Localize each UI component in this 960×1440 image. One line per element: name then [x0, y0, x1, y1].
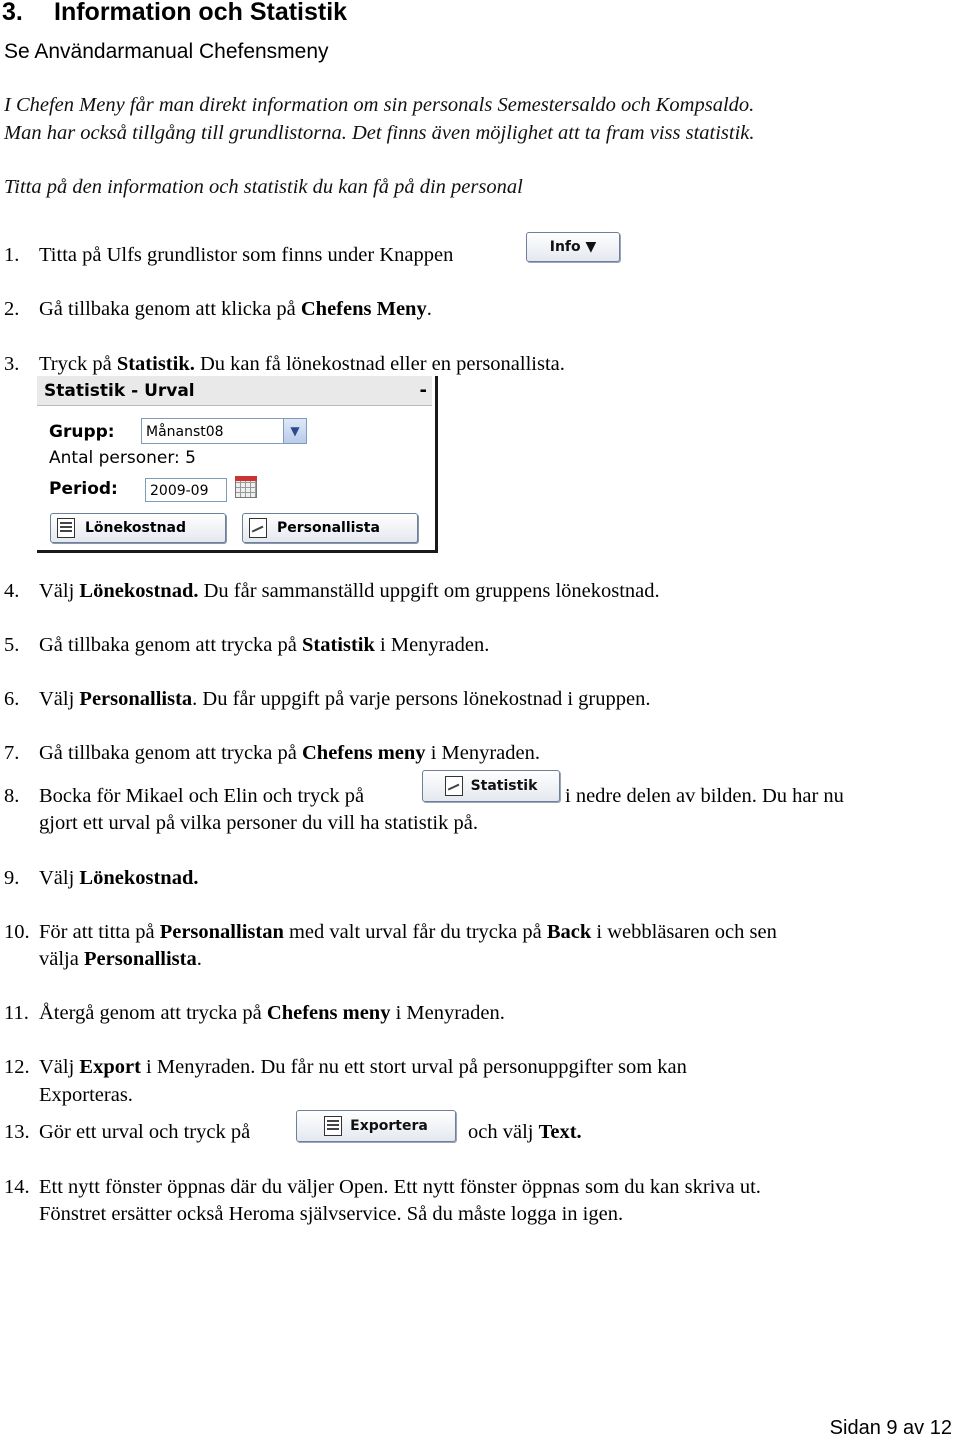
- step-number: 8.: [4, 785, 20, 807]
- intro-line-1: I Chefen Meny får man direkt information om sin personals Semestersaldo och Kompsaldo.: [4, 94, 755, 116]
- step-bold: Chefens meny: [266, 1002, 391, 1024]
- step-text: Gå tillbaka genom att trycka på: [39, 742, 302, 764]
- step-text: välja: [39, 948, 84, 970]
- step-10-continued: [39, 948, 202, 971]
- step-text: Välj: [39, 580, 80, 602]
- step-text: Välj: [39, 1056, 80, 1078]
- step-text-end: i Menyraden. Du får nu ett stort urval på personuppgifter som kan: [140, 1056, 687, 1078]
- info-button-label: Info ▼: [549, 239, 597, 255]
- step-text-end: Du får sammanställd uppgift om gruppens lönekostnad.: [198, 580, 660, 602]
- antal-personer-label: Antal personer: 5: [49, 448, 196, 468]
- info-button[interactable]: [526, 232, 620, 262]
- step-11: [4, 1002, 505, 1025]
- step-9: [4, 867, 198, 890]
- step-number: 6.: [4, 688, 20, 710]
- subheading: Se Användarmanual Chefensmeny: [4, 40, 329, 63]
- statistik-urval-panel: [37, 376, 438, 553]
- step-bold: Statistik.: [116, 353, 195, 375]
- step-3: [4, 353, 565, 376]
- personallista-button[interactable]: [242, 513, 418, 543]
- step-13: [4, 1121, 250, 1144]
- step-text: Välj: [39, 688, 80, 710]
- statistik-button[interactable]: [422, 770, 560, 802]
- step-8: [4, 785, 364, 808]
- lonekostnad-button-label: Lönekostnad: [85, 520, 187, 536]
- step-5: [4, 634, 489, 657]
- section-number: 3.: [2, 0, 23, 26]
- step-text-end: .: [196, 948, 202, 970]
- step-bold: Chefens Meny: [300, 298, 427, 320]
- step-text-end: i Menyraden.: [390, 1002, 505, 1024]
- step-bold: Lönekostnad.: [79, 867, 199, 889]
- step-bold: Chefens meny: [302, 742, 426, 764]
- step-text-end: i webbläsaren och sen: [591, 921, 777, 943]
- step-12: [4, 1056, 687, 1079]
- chevron-down-icon[interactable]: ▼: [283, 419, 306, 443]
- grupp-select-value: Månanst08: [146, 424, 224, 440]
- period-label: Period:: [49, 479, 118, 499]
- period-input[interactable]: 2009-09: [145, 478, 227, 502]
- personallista-button-label: Personallista: [277, 520, 380, 536]
- intro-line-3: Titta på den information och statistik du kan få på din personal: [4, 176, 523, 198]
- report-icon: [324, 1116, 342, 1136]
- step-text: Tryck på: [39, 353, 117, 375]
- step-number: 1.: [4, 244, 20, 266]
- step-8-continued: gjort ett urval på vilka personer du vill ha statistik på.: [39, 812, 478, 834]
- lonekostnad-button[interactable]: [50, 513, 226, 543]
- minimize-icon[interactable]: -: [419, 380, 427, 401]
- step-number: 4.: [4, 580, 20, 602]
- step-7: [4, 742, 540, 765]
- section-heading: [2, 0, 347, 27]
- step-14: [4, 1176, 761, 1199]
- step-bold: Export: [79, 1056, 141, 1078]
- panel-title: Statistik - Urval: [37, 376, 432, 406]
- statistik-button-label: Statistik: [470, 778, 538, 794]
- step-number: 9.: [4, 867, 20, 889]
- step-number: 10.: [4, 921, 30, 943]
- step-text-mid: med valt urval får du trycka på: [283, 921, 547, 943]
- step-bold: Personallistan: [159, 921, 284, 943]
- step-14-continued: Fönstret ersätter också Heroma självservice. Så du måste logga in igen.: [39, 1203, 624, 1225]
- step-number: 5.: [4, 634, 20, 656]
- step-text: Bocka för Mikael och Elin och tryck på: [39, 785, 365, 807]
- exportera-button-label: Exportera: [350, 1118, 428, 1134]
- step-text-end: i Menyraden.: [374, 634, 490, 656]
- step-number: 7.: [4, 742, 20, 764]
- step-text: och välj: [468, 1121, 539, 1143]
- step-1: [4, 244, 453, 267]
- step-8-tail: i nedre delen av bilden. Du har nu: [565, 785, 844, 807]
- step-2: [4, 298, 432, 321]
- step-text: Gå tillbaka genom att trycka på: [39, 634, 302, 656]
- step-bold: Personallista: [83, 948, 197, 970]
- step-12-continued: Exporteras.: [39, 1084, 133, 1106]
- step-text-end: . Du får uppgift på varje persons lönekostnad i gruppen.: [192, 688, 651, 710]
- step-bold-back: Back: [546, 921, 592, 943]
- step-text: Gå tillbaka genom att klicka på: [39, 298, 301, 320]
- step-13-tail: [468, 1121, 582, 1144]
- step-number: 11.: [4, 1002, 29, 1024]
- step-text-end: i Menyraden.: [425, 742, 540, 764]
- section-title: Information och Statistik: [54, 0, 348, 26]
- step-text-end: Du kan få lönekostnad eller en personallista.: [194, 353, 565, 375]
- step-bold: Text.: [538, 1121, 582, 1143]
- step-text: Ett nytt fönster öppnas där du väljer Open. Ett nytt fönster öppnas som du kan skriva ut.: [39, 1176, 761, 1198]
- step-text: Titta på Ulfs grundlistor som finns under Knappen: [39, 244, 454, 266]
- page-number: Sidan 9 av 12: [829, 1417, 952, 1439]
- grupp-select[interactable]: [141, 418, 307, 444]
- step-bold: Lönekostnad.: [79, 580, 199, 602]
- step-4: [4, 580, 660, 603]
- chart-icon: [445, 776, 463, 796]
- step-bold: Personallista: [79, 688, 193, 710]
- step-text: Gör ett urval och tryck på: [39, 1121, 251, 1143]
- step-number: 13.: [4, 1121, 30, 1143]
- step-number: 2.: [4, 298, 20, 320]
- step-number: 12.: [4, 1056, 30, 1078]
- step-6: [4, 688, 650, 711]
- step-text: Återgå genom att trycka på: [39, 1002, 267, 1024]
- step-text: För att titta på: [39, 921, 160, 943]
- step-text-end: .: [426, 298, 432, 320]
- step-10: [4, 921, 777, 944]
- exportera-button[interactable]: [296, 1110, 456, 1142]
- step-number: 3.: [4, 353, 20, 375]
- grupp-label: Grupp:: [49, 422, 115, 442]
- calendar-icon[interactable]: [235, 476, 257, 498]
- intro-line-2: Man har också tillgång till grundlistorna. Det finns även möjlighet att ta fram viss statistik.: [4, 122, 755, 144]
- step-number: 14.: [4, 1176, 30, 1198]
- step-bold: Statistik: [302, 634, 375, 656]
- report-icon: [57, 518, 75, 538]
- chart-icon: [249, 518, 267, 538]
- step-text: Välj: [39, 867, 80, 889]
